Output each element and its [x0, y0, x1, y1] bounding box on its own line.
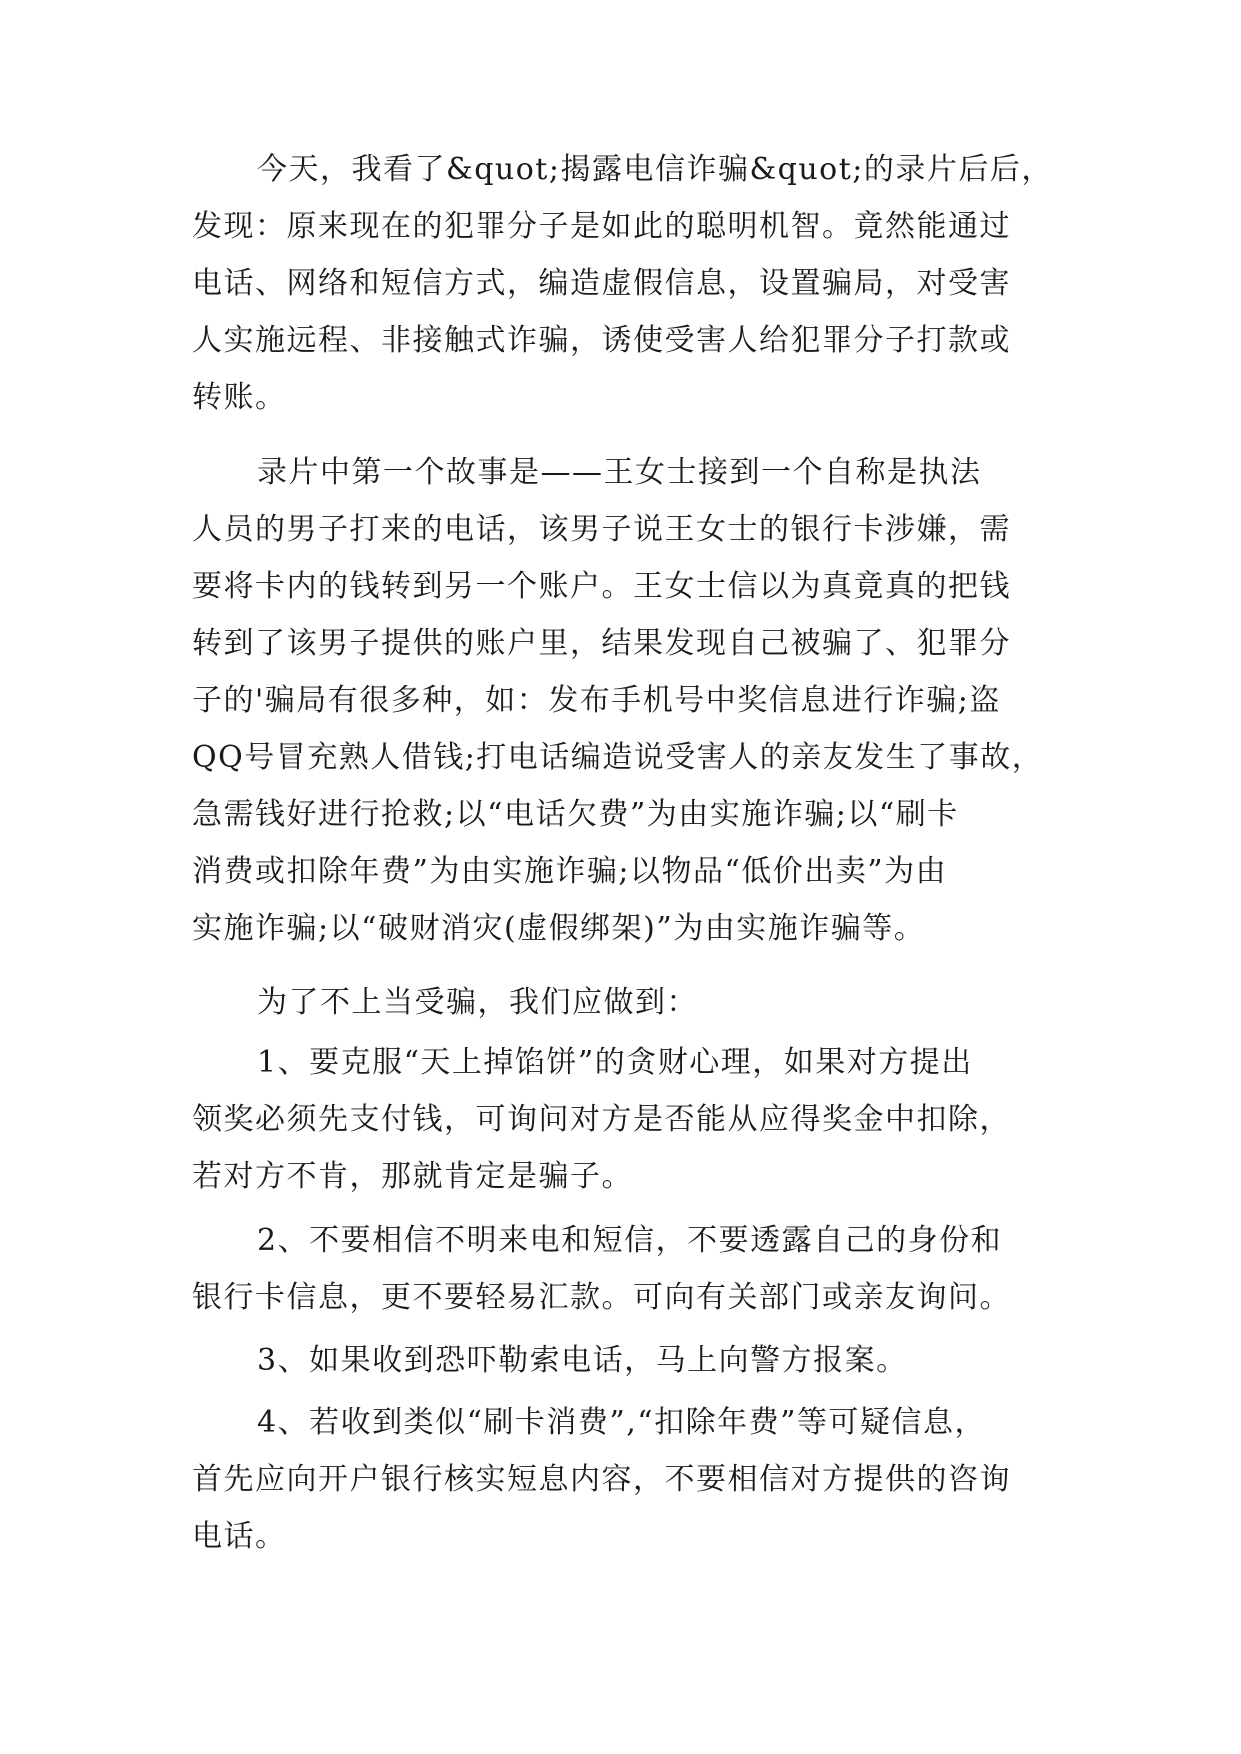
text-line: 要将卡内的钱转到另一个账户。王女士信以为真竟真的把钱 [192, 569, 1011, 604]
text-line: 电话、网络和短信方式，编造虚假信息，设置骗局，对受害 [192, 266, 1011, 301]
text-line: 首先应向开户银行核实短息内容，不要相信对方提供的咨询 [192, 1462, 1011, 1497]
text-line: 转到了该男子提供的账户里，结果发现自己被骗了、犯罪分 [192, 626, 1011, 661]
text-line: 急需钱好进行抢救;以“电话欠费”为由实施诈骗;以“刷卡 [192, 797, 959, 832]
text-line: 子的'骗局有很多种，如：发布手机号中奖信息进行诈骗;盗 [192, 683, 1001, 718]
text-line: 今天，我看了&quot;揭露电信诈骗&quot;的录片后后， [257, 152, 1053, 187]
text-line: 实施诈骗;以“破财消灾(虚假绑架)”为由实施诈骗等。 [192, 911, 926, 946]
text-line: 消费或扣除年费”为由实施诈骗;以物品“低价出卖”为由 [192, 854, 948, 889]
text-line: 银行卡信息，更不要轻易汇款。可向有关部门或亲友询问。 [192, 1280, 1011, 1315]
text-line: 为了不上当受骗，我们应做到： [257, 985, 698, 1020]
text-line: 3、如果收到恐吓勒索电话，马上向警方报案。 [257, 1343, 908, 1378]
text-line: 人员的男子打来的电话，该男子说王女士的银行卡涉嫌，需 [192, 512, 1011, 547]
text-line: 领奖必须先支付钱，可询问对方是否能从应得奖金中扣除， [192, 1102, 1011, 1137]
text-line: 发现：原来现在的犯罪分子是如此的聪明机智。竟然能通过 [192, 209, 1011, 244]
text-line: 4、若收到类似“刷卡消费”,“扣除年费”等可疑信息， [257, 1405, 986, 1440]
text-line: 2、不要相信不明来电和短信，不要透露自己的身份和 [257, 1223, 1003, 1258]
text-line: 1、要克服“天上掉馅饼”的贪财心理，如果对方提出 [257, 1045, 973, 1080]
text-line: 转账。 [192, 380, 287, 415]
text-line: QQ号冒充熟人借钱;打电话编造说受害人的亲友发生了事故， [192, 740, 1044, 775]
text-line: 人实施远程、非接触式诈骗，诱使受害人给犯罪分子打款或 [192, 323, 1011, 358]
text-line: 录片中第一个故事是——王女士接到一个自称是执法 [257, 455, 982, 490]
text-line: 电话。 [192, 1519, 287, 1554]
text-line: 若对方不肯，那就肯定是骗子。 [192, 1159, 633, 1194]
